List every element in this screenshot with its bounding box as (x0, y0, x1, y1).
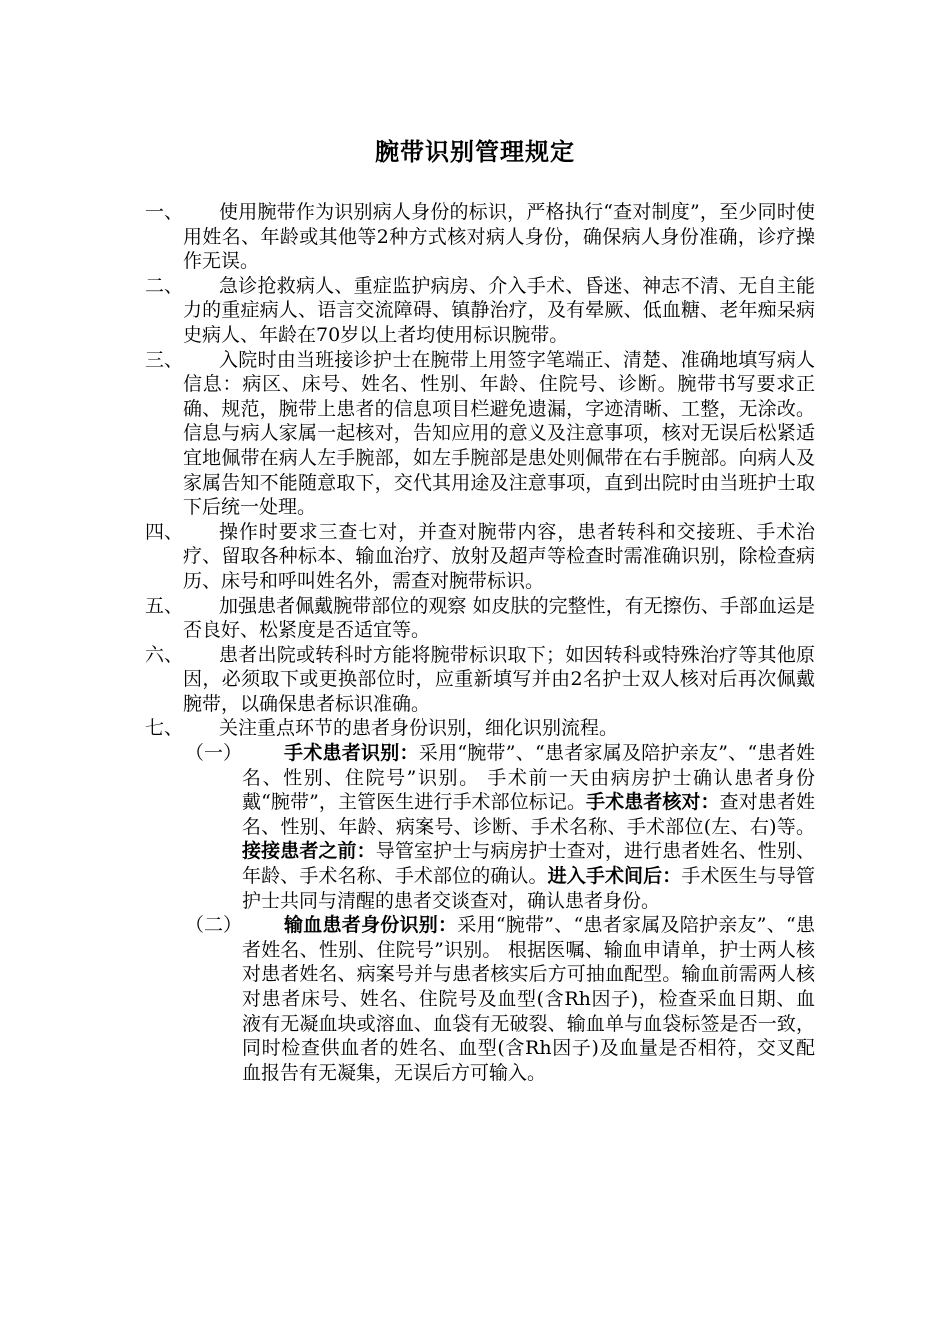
transfusion-identify-heading: 输血患者身份识别： (284, 914, 458, 937)
document-body (145, 200, 815, 1085)
subsection-transfusion (185, 913, 815, 1085)
before-pickup-heading: 接接患者之前： (242, 840, 376, 863)
document-title: 腕带识别管理规定 (375, 137, 575, 166)
subsection-surgery (185, 741, 815, 913)
enter-or-heading: 进入手术间后： (547, 865, 682, 888)
rule-number: 四、 (145, 520, 184, 543)
rule-item-1 (145, 200, 815, 274)
rule-number: 五、 (145, 594, 184, 617)
rule-text: 入院时由当班接诊护士在腕带上用签字笔端正、清楚、准确地填写病人信息：病区、床号、姓名、性别、年龄、住院号、诊断。腕带书写要求正确、规范，腕带上患者的信息项目栏避免遗漏，字迹清晰、工整，无涂改。信息与病人家属一起核对，告知应用的意义及注意事项，核对无误后松紧适宜地佩带在病人左手腕部，如左手腕部是患处则佩带在右手腕部。向病人及家属告知不能随意取下，交代其用途及注意事项，直到出院时由当班护士取下后统一处理。 (183, 348, 815, 519)
rule-text: 加强患者佩戴腕带部位的观察 如皮肤的完整性，有无擦伤、手部血运是否良好、松紧度是否适宜等。 (183, 594, 815, 642)
rule-number: 一、 (145, 201, 184, 223)
surgery-check-heading: 手术患者核对： (586, 791, 720, 814)
rule-item-5 (145, 594, 815, 643)
subsection-text (242, 741, 815, 913)
rule-text: 操作时要求三查七对，并查对腕带内容，患者转科和交接班、手术治疗、留取各种标本、输血治疗、放射及超声等检查时需准确识别，除检查病历、床号和呼叫姓名外，需查对腕带标识。 (183, 520, 815, 592)
rule-text: 使用腕带作为识别病人身份的标识，严格执行“查对制度”，至少同时使用姓名、年龄或其他等2种方式核对病人身份，确保病人身份准确，诊疗操作无误。 (183, 201, 815, 273)
subsection-text (242, 913, 815, 1085)
rule-text: 患者出院或转科时方能将腕带标识取下；如因转科或特殊治疗等其他原因，必须取下或更换部位时，应重新填写并由2名护士双人核对后再次佩戴腕带，以确保患者标识准确。 (183, 643, 815, 715)
transfusion-identify-text: 采用“腕带”、“患者家属及陪护亲友”、“患者姓名、性别、住院号”识别。 根据医嘱、输血申请单，护士两人核对患者姓名、病案号并与患者核实后方可抽血配型。输血前需两人核对患者床号、姓名、住院号及血型(含Rh因子)，检查采血日期、血液有无凝血块或溶血、血袋有无破裂、输血单与血袋标签是否一致，同时检查供血者的姓名、血型(含Rh因子)及血量是否相符，交叉配血报告有无凝集，无误后方可输入。 (242, 914, 815, 1084)
rule-number: 三、 (145, 348, 184, 371)
rule-number: 七、 (145, 717, 184, 740)
rule-item-4 (145, 520, 815, 594)
surgery-check-text: 查对患者姓名、性别、年龄、病案号、诊断、手术名称、手术部位(左、右)等。 (242, 791, 815, 838)
rule-item-3 (145, 348, 815, 520)
rule-number: 六、 (145, 643, 184, 666)
rule-text: 急诊抢救病人、重症监护病房、介入手术、昏迷、神志不清、无自主能力的重症病人、语言交流障碍、镇静治疗，及有晕厥、低血糖、老年痴呆病史病人、年龄在70岁以上者均使用标识腕带。 (183, 274, 815, 346)
enter-or-text: 手术医生与导管护士共同与清醒的患者交谈查对，确认患者身份。 (242, 865, 815, 912)
subsection-number: （一） (185, 742, 243, 765)
before-pickup-text: 导管室护士与病房护士查对，进行患者姓名、性别、年龄、手术名称、手术部位的确认。 (242, 840, 815, 888)
rule-item-6 (145, 643, 815, 717)
rule-item-7 (145, 716, 815, 741)
subsection-number: （二） (185, 914, 243, 937)
rule-text: 关注重点环节的患者身份识别，细化识别流程。 (219, 717, 619, 740)
surgery-identify-text: 采用“腕带”、“患者家属及陪护亲友”、“患者姓名、性别、住院号”识别。 手术前一天由病房护士确认患者身份戴“腕带”，主管医生进行手术部位标记。 (242, 742, 815, 814)
rule-number: 二、 (145, 274, 184, 297)
surgery-identify-heading: 手术患者识别： (284, 742, 419, 765)
rule-item-2 (145, 274, 815, 348)
